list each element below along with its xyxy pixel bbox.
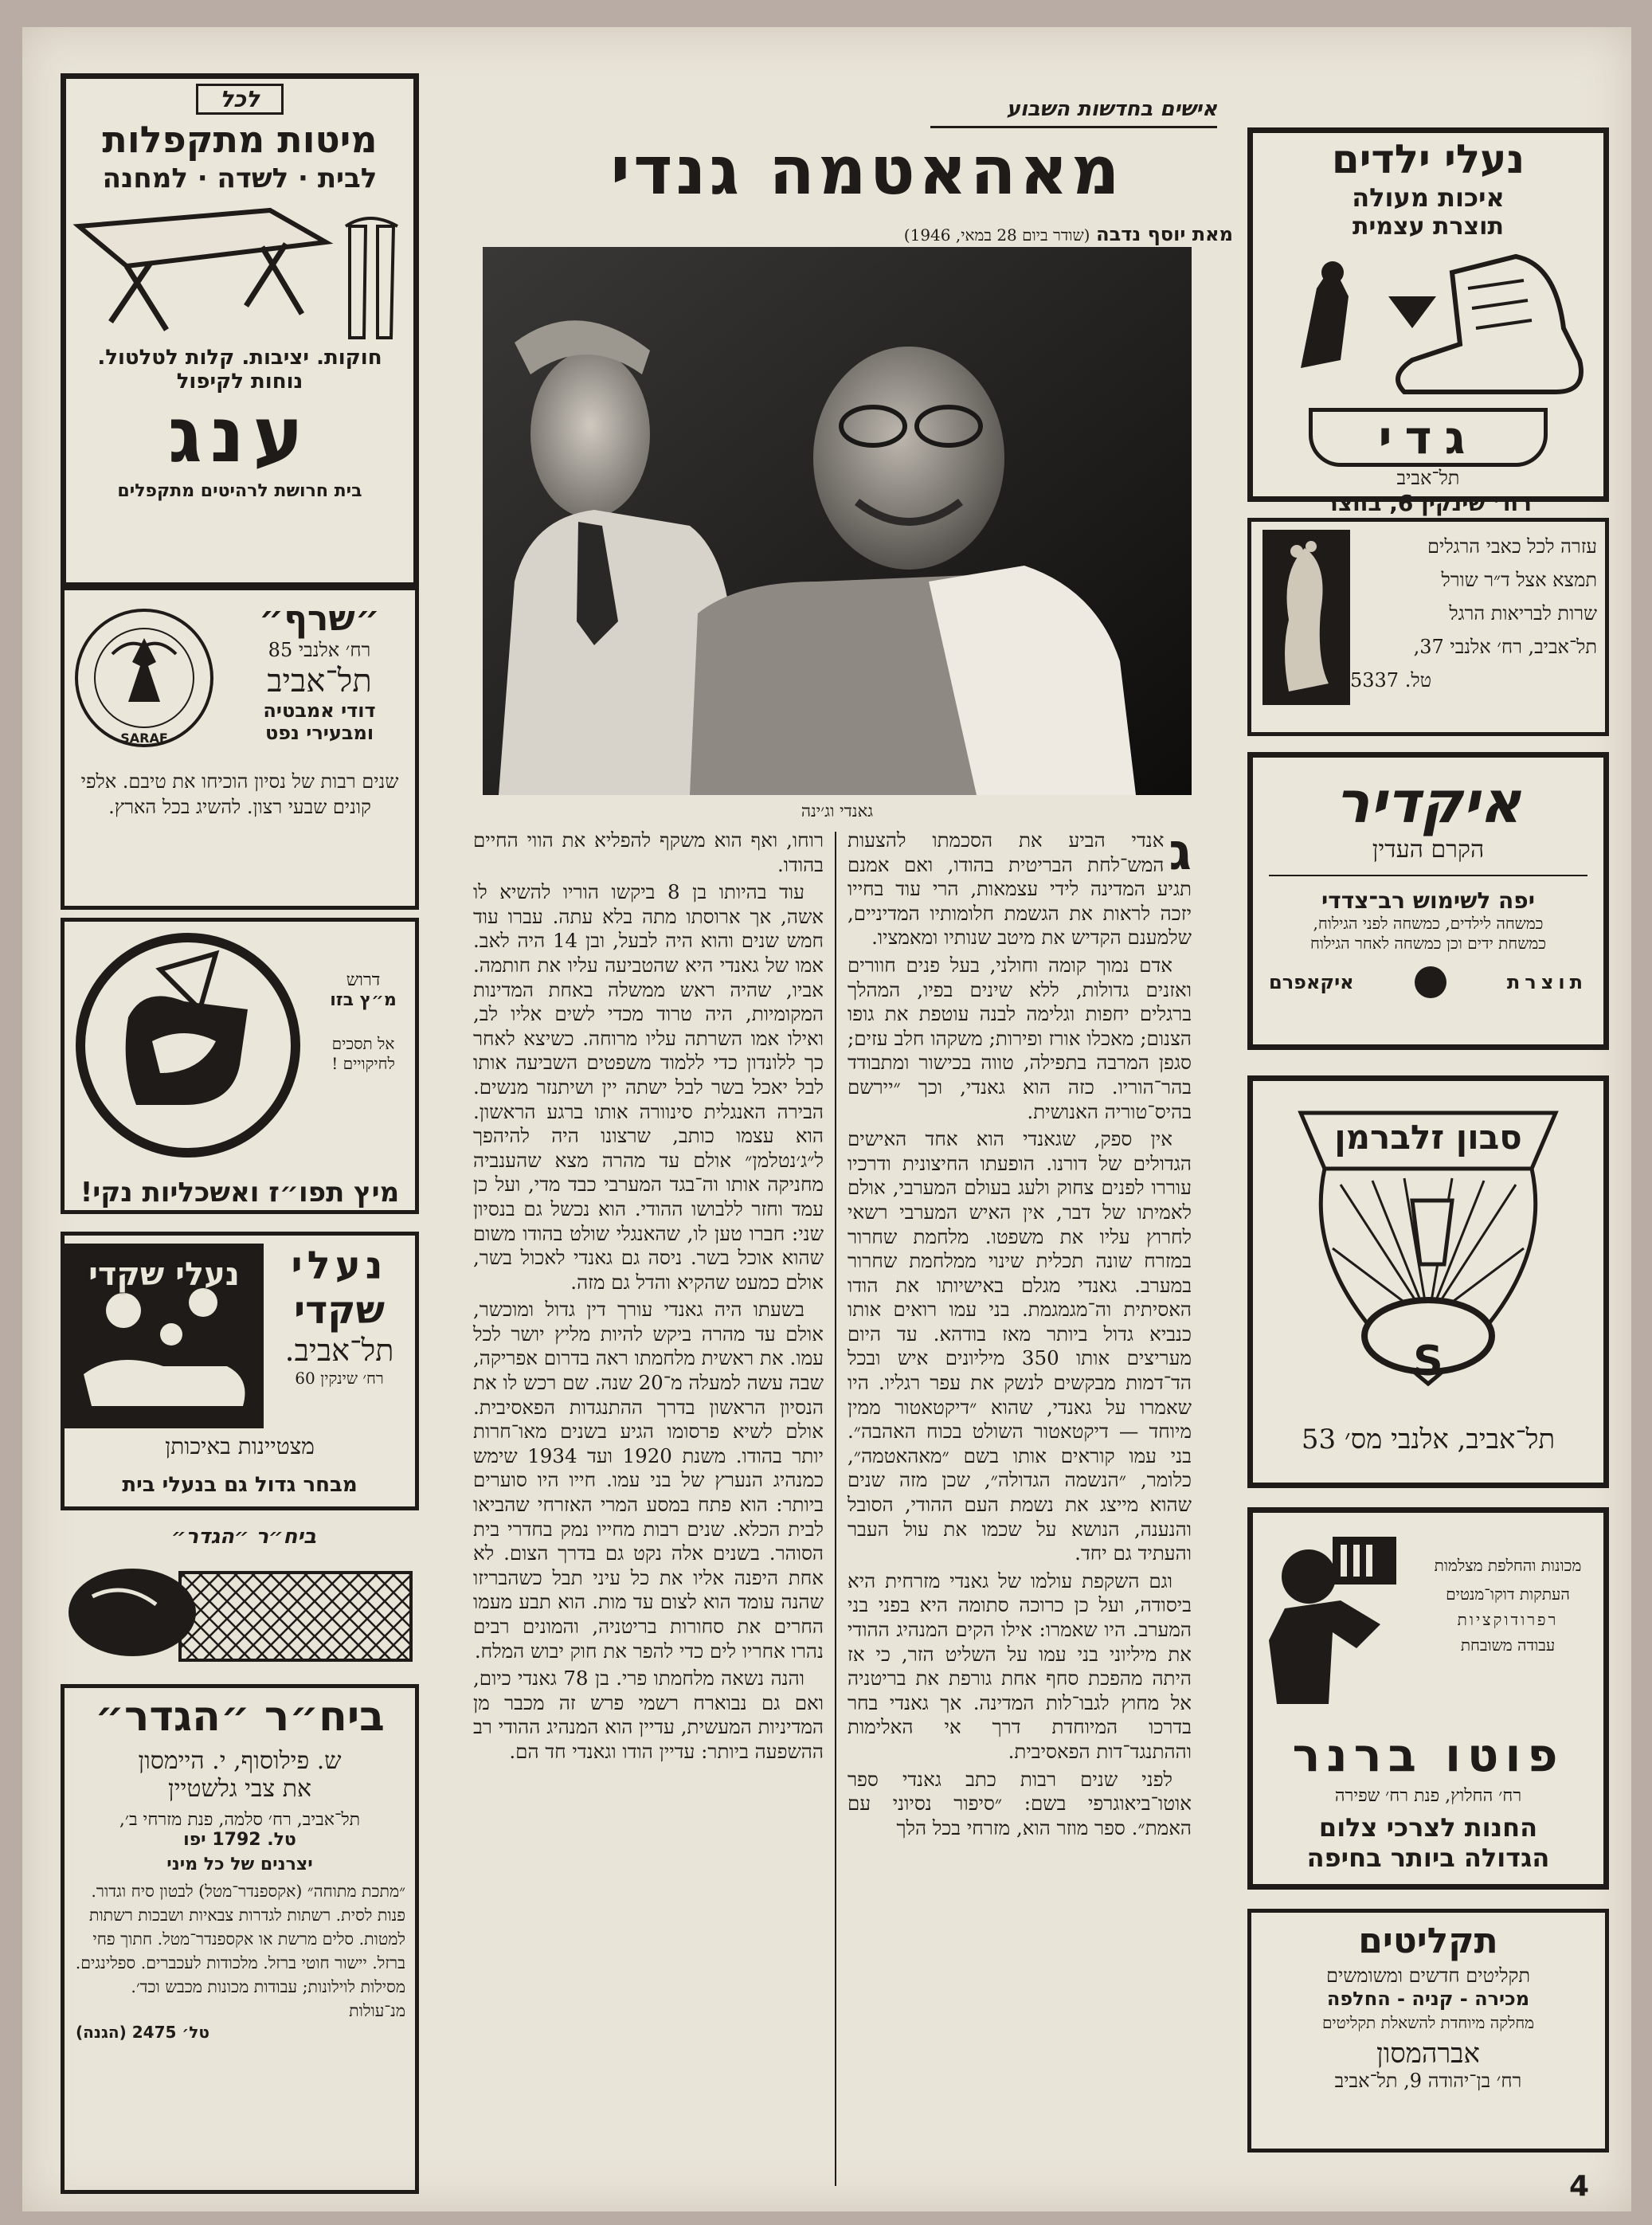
- byline: מאת יוסף נדבה: [1096, 223, 1233, 245]
- page-number: 4: [1569, 2170, 1590, 2203]
- paragraph: אנדי הביע את הסכמתו להצעות המש־לחת הבריטית בהודו, ואם אמנם תגיע המדינה לידי עצמאות, הרי עוד בחייו יזכה לראות את הגשמת חלומותיו המדיניים, שלמענם הקדיש את מיטב שנותיו ומאמציו.: [848, 828, 1192, 950]
- byline-row: [580, 223, 1233, 245]
- ad-body: ״מתכת מתוחה״ (אקספנדר־מטל) לבטון סיח וגדור. פנות לסית. רשתות לגדרות צבאיות ושבכות רשתות למטות. סלים מרשת או אקספנדר־מטל. חתוך פחי ברזל. יישור חוטי ברזל. מלכודות לעכברים. ספלינגים. מסילות לוילונות; עבודות מכונות מכבש וכד׳. מנ־עולות: [75, 1882, 405, 2020]
- ad-line: כמשחה לילדים, כמשחה לפני הגילוח,: [1313, 914, 1544, 933]
- ad-title: ביח״ר ״הגדר״: [95, 1693, 385, 1741]
- ad-line: תמצא אצל ד״ר שורל: [1441, 569, 1597, 591]
- ad-line: דודי אמבטיה: [263, 699, 376, 722]
- column-divider: [835, 832, 836, 2186]
- ad-footer: מיץ תפו״ז ואשכליות נקי!: [80, 1177, 400, 1208]
- ad-line: מכונות והחלפת מצלמות: [1434, 1556, 1582, 1575]
- ad-photo-brenner: [1247, 1507, 1609, 1890]
- ad-line: הגדולה ביותר בחיפה: [1306, 1843, 1550, 1873]
- ad-address: רח׳ החלוץ, פנת רח׳ שפירה: [1334, 1786, 1522, 1806]
- written-date: (שודר ביום 28 במאי, 1946): [903, 225, 1090, 245]
- ad-title: מיטות מתקפלות: [102, 118, 378, 161]
- paragraph: רוחו, ואף הוא משקף להפליא את הווי החיים בהודו.: [473, 828, 824, 876]
- ad-title: נעלי ילדים: [1331, 136, 1525, 182]
- ad-line: אל תסכים: [331, 1034, 395, 1053]
- ad-partners: ש. פילוסוף, י. היימסון: [138, 1747, 342, 1775]
- kids-shoe-illustration: [1253, 241, 1603, 408]
- ad-name: אברהמסון: [1376, 2038, 1480, 2070]
- ad-city: תל־אביב: [1396, 467, 1460, 489]
- ad-makers: יצרנים של כל מיני: [166, 1855, 313, 1874]
- ad-body: שנים רבות של נסיון הוכיחו את טיבם. אלפי קונים שבעי רצון. להשיג בכל הארץ.: [80, 770, 399, 818]
- ad-name: ״שרף״: [258, 598, 381, 639]
- ad-kids-shoes: [1247, 127, 1609, 516]
- divider: [1269, 875, 1587, 876]
- ad-line: איכות מעולה: [1352, 182, 1505, 213]
- ad-line: טל. 5337: [1350, 669, 1432, 691]
- ad-line: ומבעירי נפט: [264, 722, 374, 744]
- ad-logo: לכל: [196, 84, 284, 115]
- ad-dr-shorl: [1247, 518, 1609, 736]
- header-rule: [930, 126, 1217, 128]
- ad-line: כמשחת ידים וכן כמשחה לאחר הגילוח: [1310, 934, 1546, 953]
- ad-line: תל־אביב, רח׳ אלנבי 37,: [1413, 636, 1597, 658]
- ad-line: יפה לשימוש רב־צדדי: [1321, 887, 1535, 914]
- photographer-icon: [1253, 1513, 1412, 1720]
- photo-gandhi-jinnah: [483, 247, 1192, 795]
- ad-footer: בית חרושת לרהיטים מתקפלים: [117, 481, 362, 501]
- paragraph: אין ספק, שגאנדי הוא אחד האישים הגדולים של דורנו. הופעתו החיצונית ודרכיו עוררו לפנים צחוק ולעג בעולם המערבי, אולם לאמיתו של דבר, אין האיש המערבי רשאי לחרוץ עליו את משפטו. מלחמת שחרור במזרח שונה תכלית שינוי ממלחמת שחרור במערב. גאנדי מגלם באישיותו את הודו האסיתית וה־מגמגמת. בני עמו רואים אותו כנביא גדול ביותר מאז בודהא. עד היום מעריצים אותו 350 מיליונים איש ובכל הד־דמות מבקשים לנשק את עפר רגליו. היו שאמרו על גאנדי, שהוא ״דיקטאטור ממין מיוחד — דיקטאטור השולט בכוח האהבה״. בני עמו קוראים אותו בשם ״מאהאטמה״, כלומר, ״הנשמה הגדולה״, שכן מזה שנים שהוא מייצג את נשמת העם ההודי, הסובל והנענה, הנושא על שכמו את עול העבר והעתיד גם יחד.: [848, 1127, 1192, 1565]
- ad-name: פוטו ברנר: [1292, 1728, 1564, 1782]
- ad-title: נעלי: [291, 1244, 388, 1288]
- ad-brand: איקדיר: [1335, 769, 1521, 836]
- ad-line: מצטיינות באיכותן: [165, 1433, 315, 1459]
- photo-caption: גאנדי וג׳ינה: [801, 801, 874, 821]
- ad-phone: טל. 1792 יפו: [183, 1830, 296, 1850]
- ad-subtitle: לבית · לשדה · למחנה: [102, 163, 378, 194]
- ad-partners: את צבי גלשטיין: [167, 1775, 312, 1803]
- ad-line: מ״ץ בזו: [330, 990, 397, 1010]
- ad-address: רח׳ אלנבי 85: [268, 639, 371, 661]
- ad-line: נוחות לקיפול: [176, 370, 303, 394]
- ad-address: רח׳ שינקין 60: [295, 1369, 384, 1388]
- ad-line: החנות לצרכי צלום: [1318, 1812, 1538, 1843]
- ad-line: מחלקה מיוחדת להשאלת תקליטים: [1321, 2013, 1535, 2032]
- ad-shaked-shoes: [61, 1232, 419, 1510]
- paragraph: בשעתו היה גאנדי עורך דין גדול ומוכשר, אולם עד מהרה ביקש להיות מליץ יושר לכל עמו. את ראשית מלחמתו ראה בדרום אפריקה, שבה עשה למעלה מ־20 שנה. שם רכש לו את הנסיון הראשון בדרך ההתנגדות הפאסיבית. אולם לשיא פרסומו הגיע בשנים מאו־חרות יותר בהודו. משנת 1920 ועד 1934 שימש כמנהיג הנערץ של בני עמו. חייו היו סוערים ביותר: הוא פתח במסע המרי האזרחי שהביאו לבית הכלא. שנים רבות מחייו נמק בחדרי בית הסוהר. בשנים אלה נקט גם בדרך הצום. לא אחת היפנה אליו את כל עיני תבל כשהבריזו שהנה עומד הוא לצום עד מות. הוא תבע מעמו החרים את סחורות בריטניה, והמונים רבים נהרו אחריו לים כדי להפר את חוק יבוש המלח.: [473, 1298, 824, 1663]
- folding-bed-illustration: [63, 194, 413, 346]
- paragraph: והנה נשאה מלחמתו פרי. בן 78 גאנדי כיום, ואם גם נבוארח רשמי פרש זה מכבר מן המדיניות המעשית, עדיין הוא המנהיג ההודי רב ההשפעה ביותר: עדיין הודו וגאנדי חד הם.: [473, 1667, 824, 1763]
- ad-title: שקדי: [293, 1288, 386, 1333]
- ad-address: רח׳ בן־יהודה 9, תל־אביב: [1334, 2070, 1522, 2092]
- ad-line: מכירה - קניה - החלפה: [1326, 1988, 1530, 2010]
- ad-line: עבודה משובחת: [1460, 1635, 1556, 1655]
- paragraph: וגם השקפת עולמו של גאנדי מזרחית היא ביסודה, ועל כן כרוכה סתומה היא בפני בני המערב. היו שאמרו: אילו הקים המנהיג ההודי את מיליוני בני עמו על השליט הזר, כי אז היתה מהפכת סחף אחת גורפת את בריטניה אל מחוץ לגבו־לות המדינה. אך גאנדי בחר בדרכו המיוחדת דרך אי האלימות וההתנגד־דות הפאסיבית.: [848, 1569, 1192, 1763]
- photo-frame: [483, 247, 1192, 795]
- seal-text: SARAF: [120, 731, 168, 746]
- ad-address: תל־אביב, רח׳ סלמה, פנת מזרחי ב׳,: [119, 1810, 361, 1830]
- tree-logo-icon: [1415, 966, 1446, 998]
- ad-line: לחיקויים !: [331, 1054, 395, 1073]
- box-text: נעלי שקדי: [88, 1256, 240, 1293]
- maker-label: תוצרת: [1506, 971, 1587, 993]
- ad-line: דרוש: [346, 970, 381, 990]
- fence-illustration: [61, 1549, 419, 1668]
- section-label: אישים בחדשות השבוע: [1006, 97, 1217, 121]
- ad-brand: ענג: [167, 390, 312, 480]
- drop-cap: ג: [1169, 823, 1192, 882]
- soap-letter: S: [1413, 1338, 1443, 1385]
- paragraph: עוד בהיותו בן 8 ביקשו הוריו להשיא לו אשה, אך ארוסתו מתה בלא עתה. עברו עוד חמש שנים והוא היה לבעל, ובן 14 היה לאב. אמו של גאנדי היא שהטביעה עליו את חותמה. אביו, שהיה ראש ממשלה באחת המדינות המקומיות, היה טרוד מכדי לשים אליו לב, ואילו אמו השרתה עליו מרוחה. כשיצא לאחר כך ללונדון כדי ללמוד משפטים השביעה אותו לבל יאכל בשר לבל ישתה יין ושיתנזר מנשים. הבירה האנגלית סינוורה אותו ברגע הראשון. הוא עצמו כותב, שרצונו היה להיהפך ל״ג׳נטלמן״ אולם עד מהרה מצא שהענביה מחניקה אותו וה־בגד המערבי כבד מדי, ועל כן עמד וחזר ללבושו ההודי. הוא נכשל גם בנסיון שני: חברו טען לו, שהאנגלי שולט בהודו משום שהוא אוכל בשר. ניסה גם גאנדי לאכול בשר, אולם כמעט שהקיא והדל גם מזה.: [473, 880, 824, 1294]
- ad-city: תל־אביב.: [284, 1333, 394, 1368]
- ad-zilberman-soap: [1247, 1075, 1609, 1488]
- ad-line: עזרה לכל כאבי הרגלים: [1427, 535, 1597, 558]
- foot-icon: [1265, 532, 1348, 703]
- ad-hagader: [61, 1525, 419, 2194]
- article-column-left: [473, 828, 824, 2191]
- ad-line: שרות לבריאות הרגל: [1449, 602, 1597, 625]
- ad-title: תקליטים: [1358, 1921, 1498, 1961]
- ad-address: רח׳ שינקין 6, בחצר: [1325, 490, 1532, 516]
- ad-eikdir-cream: [1247, 752, 1609, 1050]
- ad-line: רפרודוקציות: [1457, 1610, 1559, 1629]
- maker-name: איקאפרם: [1269, 971, 1354, 993]
- magazine-page: [22, 27, 1631, 2211]
- ad-address: תל־אביב, אלנבי מס׳ 53: [1301, 1424, 1556, 1455]
- ad-brand: גדי: [1378, 410, 1478, 464]
- ad-phone: טל׳ 2475 (הגנה): [76, 2023, 209, 2042]
- ad-folding-beds: [61, 73, 419, 588]
- juice-logo-icon: [65, 922, 311, 1169]
- ad-banner: ביח״ר ״הגדר״: [171, 1525, 316, 1549]
- ad-line: חוקות. יציבות. קלות לטלטול.: [97, 346, 382, 370]
- ad-line: תוצרת עצמית: [1353, 213, 1504, 241]
- ad-footer: מבחר גדול גם בנעלי בית: [122, 1473, 358, 1497]
- ad-line: תקליטים חדשים ומשומשים: [1325, 1965, 1531, 1987]
- ad-records: [1247, 1909, 1609, 2153]
- paragraph: לפני שנים רבות כתב גאנדי ספר אוטו־ביאוגרפי בשם: ״סיפור נסיוני עם האמת״. ספר מוזר הוא, מזרחי בכל הלך: [848, 1767, 1192, 1839]
- ad-subtitle: הקרם העדין: [1372, 836, 1485, 864]
- paragraph: אדם נמוך קומה וחולני, בעל פנים חוורים ואזנים גדולות, ללא שינים בפיו, המהלך ברגלים יחפות וגלימה לבנה עוטפת את גופו הצנום; מאכלו אורז ופירות; משקהו חלב עזים; סגפן המרבה בתפילה, טווה בכישור ומתבודד בהר־הוריו. כזה הוא גאנדי, וכך ״יירשם בהיס־טוריה האנושית.: [848, 953, 1192, 1123]
- ad-saraf: [61, 586, 419, 910]
- ad-orange-juice: [61, 918, 419, 1214]
- article-title: מאהאטמה גנדי: [610, 131, 1123, 210]
- article-column-right: [848, 823, 1192, 2191]
- ad-city: תל־אביב: [267, 663, 372, 699]
- ad-line: העתקות דוקו־מנטים: [1446, 1585, 1570, 1604]
- ad-title: סבון זלברמן: [1334, 1118, 1522, 1157]
